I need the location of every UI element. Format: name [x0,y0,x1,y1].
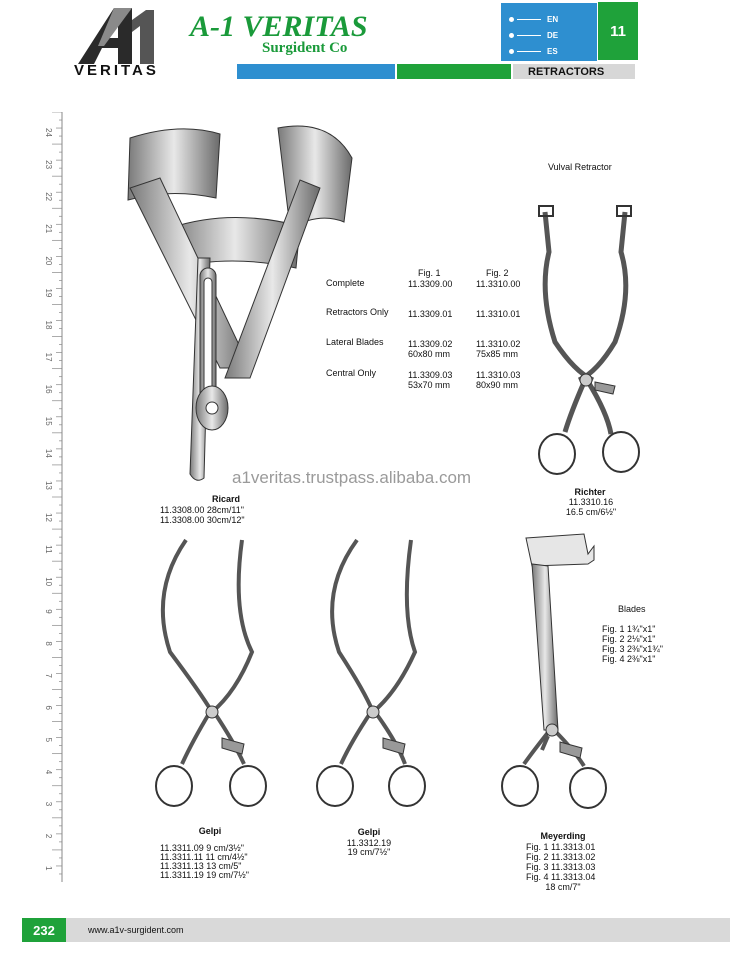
blades-spec-line: Fig. 2 2⅛"x1" [602,634,656,644]
ruler-label: 17 [44,352,53,362]
gelpi-retractor-image [140,532,280,824]
ricard-name: Ricard [211,494,240,504]
language-item[interactable]: EN [509,13,558,25]
gelpi-retractor-image [305,532,435,824]
ruler-label: 21 [44,224,53,234]
ruler-label: 15 [44,416,53,426]
ruler [40,112,64,882]
gelpi1-spec-line: 11.3311.13 13 cm/5" [160,861,242,871]
ruler-label: 14 [44,448,53,458]
ruler-label: 18 [44,320,53,330]
language-selector [500,2,598,62]
gelpi1-spec-line: 11.3311.09 9 cm/3½" [160,843,244,853]
ricard-retractor-image [100,118,360,490]
ruler-label: 8 [44,641,53,646]
ruler-label: 5 [44,737,53,743]
gelpi2-spec-line: 19 cm/7½" [347,847,391,857]
ruler-label: 24 [44,128,53,137]
table-cell: 11.3309.02 [408,339,453,349]
brand-name: A-1 VERITAS [190,10,368,43]
ruler-label: 16 [44,384,53,394]
language-item[interactable]: DE [509,29,558,41]
richter-retractor-image [515,202,655,484]
table-cell: 11.3309.03 [408,370,453,380]
ruler-label: 10 [44,577,53,587]
watermark: a1veritas.trustpass.alibaba.com [232,468,472,487]
meyerding-spec-line: Fig. 1 11.3313.01 [526,842,596,852]
brand-subtitle: Surgident Co [262,40,348,56]
richter-spec-line: 11.3310.16 [568,497,614,507]
gelpi1-spec-line: 11.3311.11 11 cm/4½" [160,852,248,862]
ruler-label: 11 [44,545,53,554]
meyerding-spec-line: 18 cm/7" [545,882,581,892]
logo-wordmark: VERITAS [74,62,159,79]
ruler-label: 4 [44,769,53,775]
table-cell: 11.3310.00 [476,279,521,289]
gelpi1-name: Gelpi [198,826,222,836]
blades-title: Blades [618,604,646,614]
ruler-label: 2 [44,833,53,839]
table-cell: 11.3310.02 [476,339,521,349]
table-row-label: Complete [326,278,365,288]
table-cell: 11.3310.03 [476,370,521,380]
page-number: 232 [22,918,66,942]
blades-spec-line: Fig. 1 1¾"x1" [602,624,656,634]
ruler-label: 6 [44,705,53,710]
meyerding-retractor-image [498,530,618,826]
table-cell: 53x70 mm [408,380,451,390]
gelpi1-spec-line: 11.3311.19 19 cm/7½" [160,870,249,880]
ruler-label: 3 [44,801,53,807]
vulval-title: Vulval Retractor [548,162,612,172]
table-header-fig1: Fig. 1 [418,268,441,278]
meyerding-spec-line: Fig. 4 11.3313.04 [526,872,596,882]
ruler-label: 9 [44,609,53,614]
ruler-label: 20 [44,256,53,266]
table-row-label: Central Only [326,368,377,378]
ricard-spec-line: 11.3308.00 30cm/12" [160,515,245,525]
header-bar-blue [237,64,395,79]
blades-spec-line: Fig. 4 2⅜"x1" [602,654,656,664]
richter-name: Richter [574,487,606,497]
table-cell: 11.3309.01 [408,309,453,319]
a1-logo-mark [74,6,178,66]
table-cell: 75x85 mm [476,349,519,359]
table-cell: 11.3310.01 [476,309,521,319]
language-item[interactable]: ES [509,45,558,57]
table-row-label: Retractors Only [326,307,389,317]
section-title: RETRACTORS [528,66,605,78]
ruler-label: 12 [44,513,53,522]
richter-spec-line: 16.5 cm/6½" [565,507,617,517]
header-bar-green [397,64,511,79]
ruler-label: 19 [44,288,53,298]
ruler-label: 1 [44,865,53,871]
gelpi2-spec-line: 11.3312.19 [346,838,392,848]
table-cell: 11.3309.00 [408,279,453,289]
chapter-tab: 11 [598,2,638,60]
table-cell: 60x80 mm [408,349,451,359]
table-cell: 80x90 mm [476,380,519,390]
meyerding-name: Meyerding [540,831,586,841]
ruler-label: 23 [44,160,53,170]
ruler-label: 7 [44,673,53,678]
table-header-fig2: Fig. 2 [486,268,509,278]
ruler-label: 13 [44,480,53,490]
meyerding-spec-line: Fig. 3 11.3313.03 [526,862,596,872]
meyerding-spec-line: Fig. 2 11.3313.02 [526,852,596,862]
footer-url[interactable]: www.a1v-surgident.com [88,925,184,935]
blades-spec-line: Fig. 3 2⅜"x1¾" [602,644,663,654]
ricard-spec-line: 11.3308.00 28cm/11" [160,505,244,515]
gelpi2-name: Gelpi [357,827,381,837]
table-row-label: Lateral Blades [326,337,384,347]
ruler-label: 22 [44,192,53,202]
